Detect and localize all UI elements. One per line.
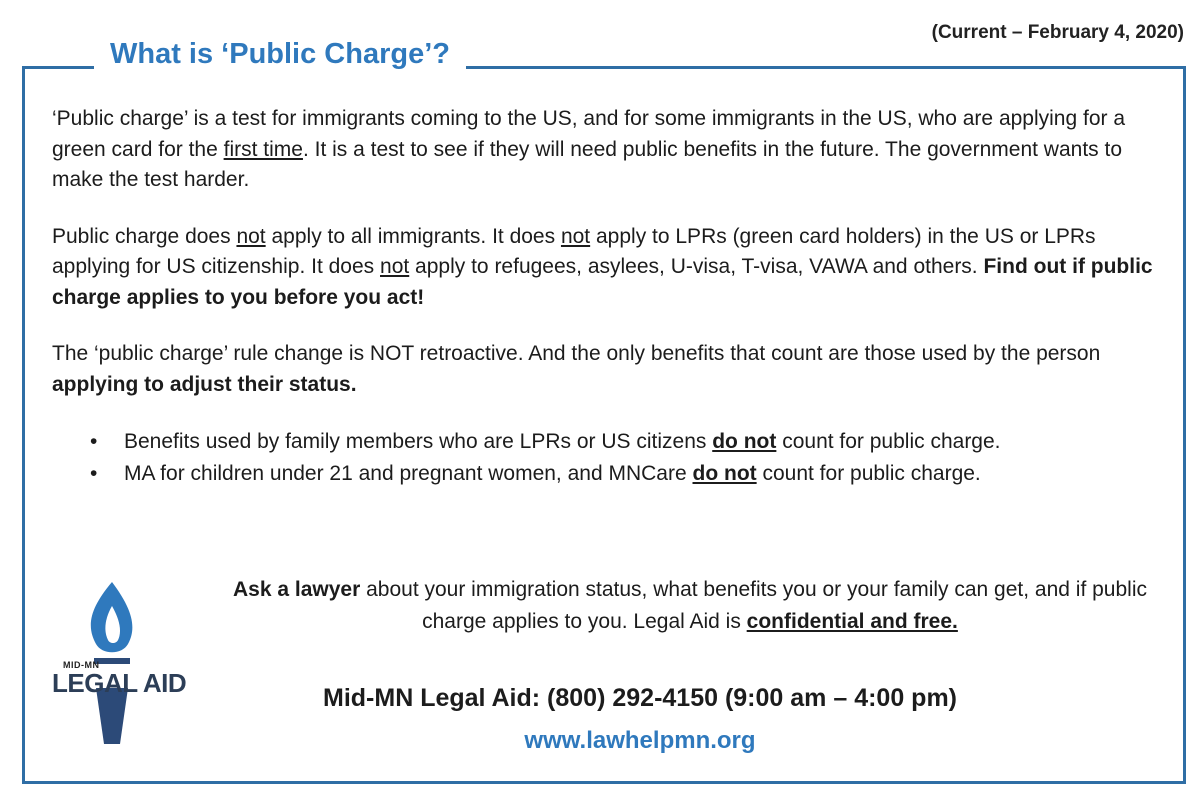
contact-phone: Mid-MN Legal Aid: (800) 292-4150 (9:00 am – 4:00 pm) [323, 684, 957, 712]
list-item: • MA for children under 21 and pregnant women, and MNCare do not count for public charge. [90, 462, 981, 485]
date-note: (Current – February 4, 2020) [931, 22, 1184, 43]
list-item: • Benefits used by family members who are LPRs or US citizens do not count for public charge. [90, 430, 1001, 453]
website-link[interactable]: www.lawhelpmn.org [524, 727, 756, 754]
paragraph-applicability: Public charge does not apply to all immigrants. It does not apply to LPRs (green card holders) in the US or LPRs applying for US citizenship. It does not apply to refugees, asylees, U-visa, T-visa, VAWA and others. Find out if public charge applies to you before you act! [52, 224, 1153, 309]
page-title: What is ‘Public Charge’? [94, 38, 466, 71]
paragraph-retroactive: The ‘public charge’ rule change is NOT retroactive. And the only benefits that count are those used by the person applying to adjust their status. [52, 342, 1101, 396]
ask-lawyer-text: Ask a lawyer about your immigration status, what benefits you or your family can get, and if public charge applies to you. Legal Aid is confidential and free. [233, 578, 1147, 633]
logo-small-text: MID-MN [63, 660, 100, 670]
bullet-list [52, 426, 1162, 490]
logo-text: LEGAL AID [52, 668, 187, 698]
paragraph-intro: ‘Public charge’ is a test for immigrants coming to the US, and for some immigrants in the US, who are applying for a green card for the first time. It is a test to see if they will need public benefits in the future. The government wants to make the test harder. [52, 107, 1126, 191]
main-content [52, 104, 1162, 490]
